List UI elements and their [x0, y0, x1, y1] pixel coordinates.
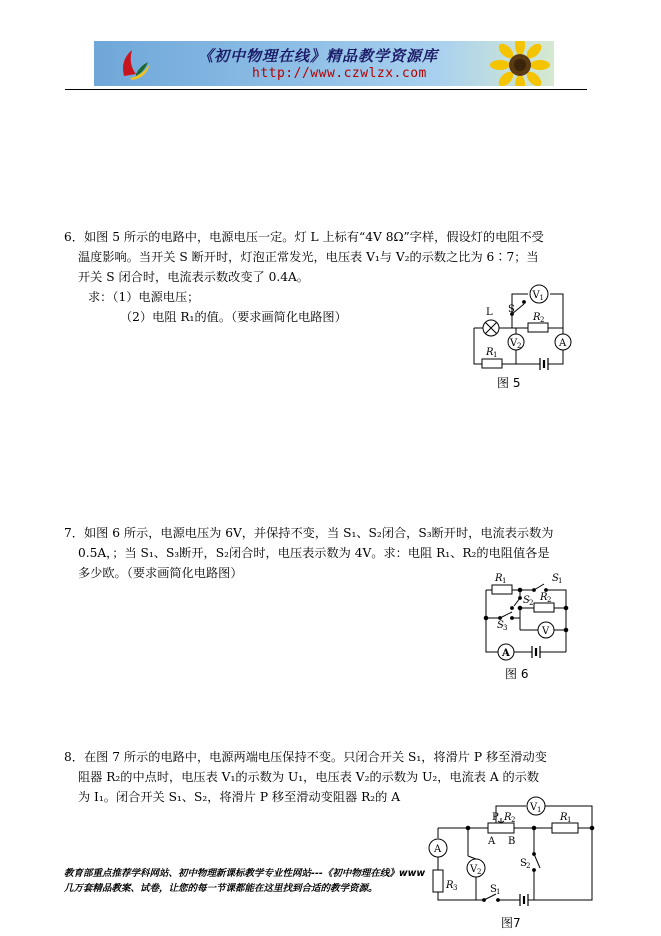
label-r1: R	[486, 347, 494, 358]
label-s2: S	[520, 858, 527, 869]
label-s: S	[508, 304, 515, 315]
resistor-r2-icon	[534, 603, 554, 612]
q7-line-1: 7．如图 6 所示，电源电压为 6V，并保持不变，当 S₁、S₂闭合，S₃断开时，电流表示数为	[64, 526, 554, 540]
label-r1-sub: 1	[493, 351, 498, 359]
label-v1-sub: 1	[539, 294, 544, 302]
label-v2-sub: 2	[477, 868, 482, 876]
label-r3-sub: 3	[453, 884, 458, 892]
label-r3: R	[446, 880, 454, 891]
resistor-r1-icon	[492, 585, 512, 594]
label-r2-sub: 2	[547, 596, 552, 604]
label-v1: V	[532, 290, 540, 301]
footer-line-1: 教育部重点推荐学科网站、初中物理新课标教学专业性网站---《初中物理在线》www	[64, 868, 426, 879]
label-v2: V	[470, 864, 478, 875]
label-s1-sub: 1	[558, 577, 563, 585]
label-a: A	[559, 338, 567, 349]
footer	[64, 866, 425, 896]
label-r2: R	[504, 812, 512, 823]
label-r1: R	[495, 573, 503, 584]
banner-url: http://www.czwlzx.com	[252, 66, 427, 81]
label-r2-sub: 2	[511, 816, 516, 824]
header-banner	[94, 41, 554, 86]
label-v2-sub: 2	[517, 342, 522, 350]
label-r1-sub: 1	[567, 816, 572, 824]
resistor-r2-icon	[528, 323, 548, 332]
label-s2: S	[523, 595, 530, 606]
label-ammeter: A	[434, 844, 442, 855]
label-s3: S	[497, 620, 504, 631]
label-l: L	[486, 307, 493, 318]
label-r1-sub: 1	[502, 577, 507, 585]
footer-line-2: 几万套精品教案、试卷，让您的每一节课都能在这里找到合适的教学资源。	[64, 883, 378, 894]
resistor-r1-icon	[482, 359, 502, 368]
figure-7-caption: 图7	[501, 916, 521, 930]
q7-line-2: 0.5A，；当 S₁、S₃断开，S₂闭合时，电压表示数为 4V。求：电阻 R₁、R₂的电阻值各是	[78, 546, 550, 560]
site-logo-icon	[116, 46, 154, 82]
label-v1: V	[530, 802, 538, 813]
label-s2-sub: 2	[529, 599, 534, 607]
q6-line-2: 温度影响。当开关 S 断开时，灯泡正常发光，电压表 V₁与 V₂的示数之比为 6∶7；当	[78, 250, 539, 264]
label-s1: S	[552, 573, 559, 584]
sunflower-icon	[482, 41, 552, 86]
label-r2: R	[533, 312, 541, 323]
label-v: V	[542, 626, 550, 637]
label-s1: S	[490, 884, 497, 895]
q8-line-1: 8．在图 7 所示的电路中，电源两端电压保持不变。只闭合开关 S₁，将滑片 P 移至滑动变	[64, 750, 547, 764]
label-r2: R	[540, 592, 548, 603]
rheostat-r2-icon	[488, 823, 514, 833]
banner-title: 《初中物理在线》精品教学资源库	[198, 47, 439, 65]
q6-line-5: （2）电阻 R₁的值。（要求画简化电路图）	[120, 310, 347, 324]
label-a: A	[502, 648, 510, 659]
label-v1-sub: 1	[537, 806, 542, 814]
resistor-r1-icon	[552, 823, 578, 833]
label-s1-sub: 1	[496, 888, 501, 896]
q8-line-3: 为 I₁。闭合开关 S₁、S₂，将滑片 P 移至滑动变阻器 R₂的 A	[78, 790, 401, 804]
figure-6-caption: 图 6	[505, 667, 529, 681]
q6-line-3: 开关 S 闭合时，电流表示数改变了 0.4A。	[78, 270, 309, 284]
figure-6-circuit	[478, 570, 578, 662]
q6-line-1: 6．如图 5 所示的电路中，电源电压一定。灯 L 上标有“4V 8Ω”字样，假设灯的电阻不受	[64, 230, 544, 244]
label-end-a: A	[488, 836, 496, 847]
resistor-r3-icon	[433, 870, 443, 892]
label-s3-sub: 3	[503, 624, 508, 632]
label-p: P	[492, 812, 499, 823]
figure-5-circuit	[466, 282, 582, 372]
label-s2-sub: 2	[526, 862, 531, 870]
label-r1: R	[560, 812, 568, 823]
q6-line-4: 求：（1）电源电压；	[88, 290, 200, 304]
header-rule	[65, 89, 587, 90]
label-v2: V	[510, 338, 518, 349]
q8-line-2: 阻器 R₂的中点时，电压表 V₁的示数为 U₁，电压表 V₂的示数为 U₂，电流表 A 的示数	[78, 770, 540, 784]
label-r2-sub: 2	[540, 316, 545, 324]
label-end-b: B	[508, 836, 516, 847]
figure-7-circuit	[426, 796, 598, 906]
figure-5-caption: 图 5	[497, 376, 521, 390]
q7-line-3: 多少欧。（要求画简化电路图）	[78, 566, 243, 580]
